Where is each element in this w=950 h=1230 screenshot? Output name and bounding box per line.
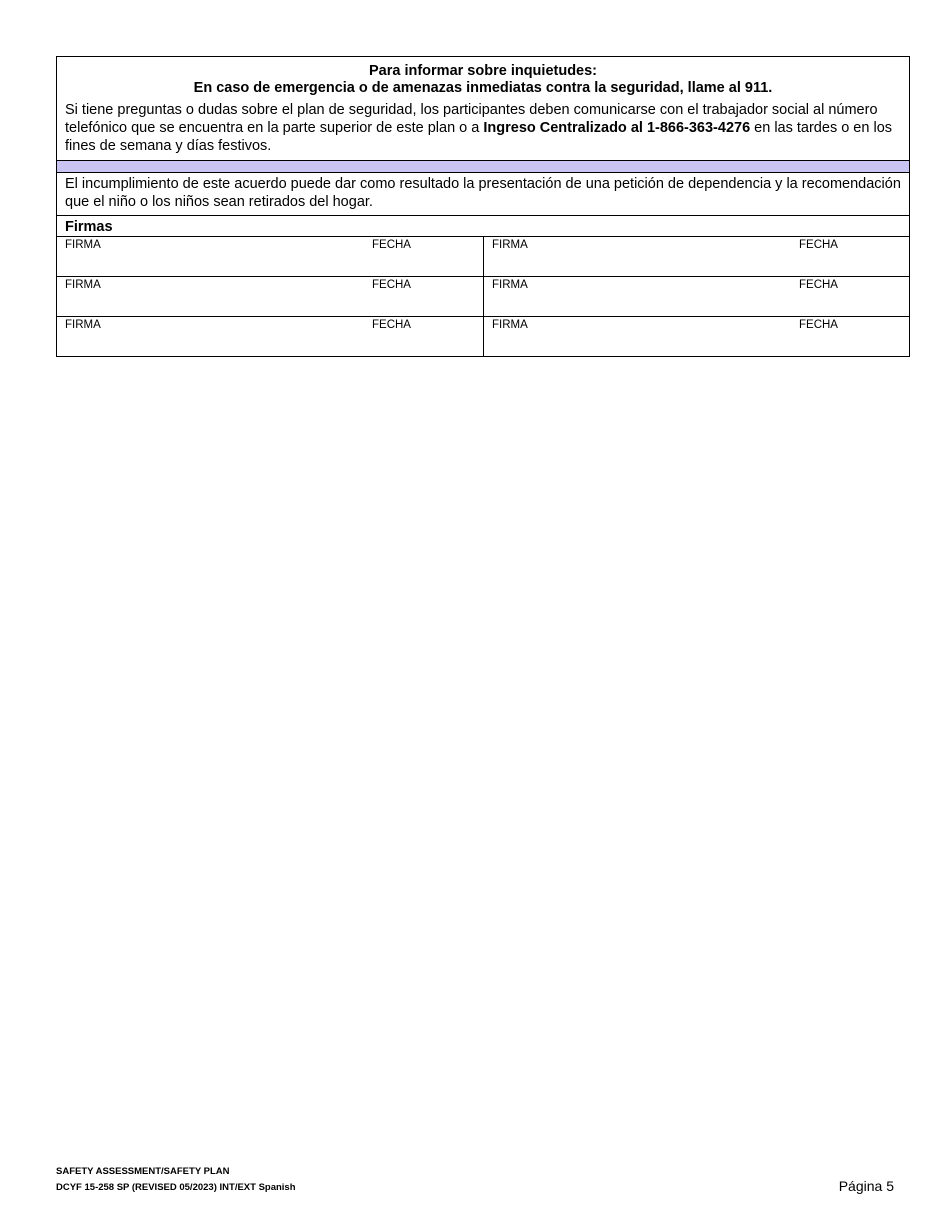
signature-row [57,277,909,317]
signature-field[interactable] [483,237,909,276]
fecha-label: FECHA [372,239,411,251]
fecha-label: FECHA [799,279,838,291]
page-number: Página 5 [838,1178,894,1194]
signature-field[interactable] [57,317,483,356]
section-divider [57,161,909,173]
signature-field[interactable] [483,317,909,356]
signature-row [57,317,909,356]
firma-label: FIRMA [65,319,101,331]
footer-form-info [56,1164,296,1196]
concerns-body-text-1: Si tiene preguntas o dudas sobre el plan de seguridad, los participantes deben comunicarse con el trabajador social al número telefónico que se encuentra en la parte superior de este plan o a [65,102,878,136]
firma-label: FIRMA [492,239,528,251]
concerns-body-text-2: en las tardes o en los fines de semana y días festivos. [65,120,893,154]
footer-form-number: DCYF 15-258 SP (REVISED 05/2023) INT/EXT Spanish [56,1182,296,1193]
fecha-label: FECHA [372,279,411,291]
firma-label: FIRMA [492,279,528,291]
concerns-title: Para informar sobre inquietudes: [368,63,598,79]
intake-phone: Ingreso Centralizado al 1-866-363-4276 [483,120,751,136]
firma-label: FIRMA [492,319,528,331]
fecha-label: FECHA [372,319,411,331]
safety-plan-form [56,56,910,357]
fecha-label: FECHA [799,319,838,331]
firma-label: FIRMA [65,279,101,291]
concerns-section [57,57,909,161]
signature-field[interactable] [57,277,483,316]
signature-row [57,237,909,277]
signatures-heading: Firmas [57,216,909,237]
firma-label: FIRMA [65,239,101,251]
concerns-body [65,101,901,155]
emergency-notice: En caso de emergencia o de amenazas inmediatas contra la seguridad, llame al 911. [193,80,773,96]
signature-field[interactable] [57,237,483,276]
signature-field[interactable] [483,277,909,316]
signatures-grid [57,237,909,356]
noncompliance-warning: El incumplimiento de este acuerdo puede dar como resultado la presentación de una petición de dependencia y la recomendación que el niño o los niños sean retirados del hogar. [57,173,909,216]
footer-form-title: SAFETY ASSESSMENT/SAFETY PLAN [56,1166,230,1177]
fecha-label: FECHA [799,239,838,251]
